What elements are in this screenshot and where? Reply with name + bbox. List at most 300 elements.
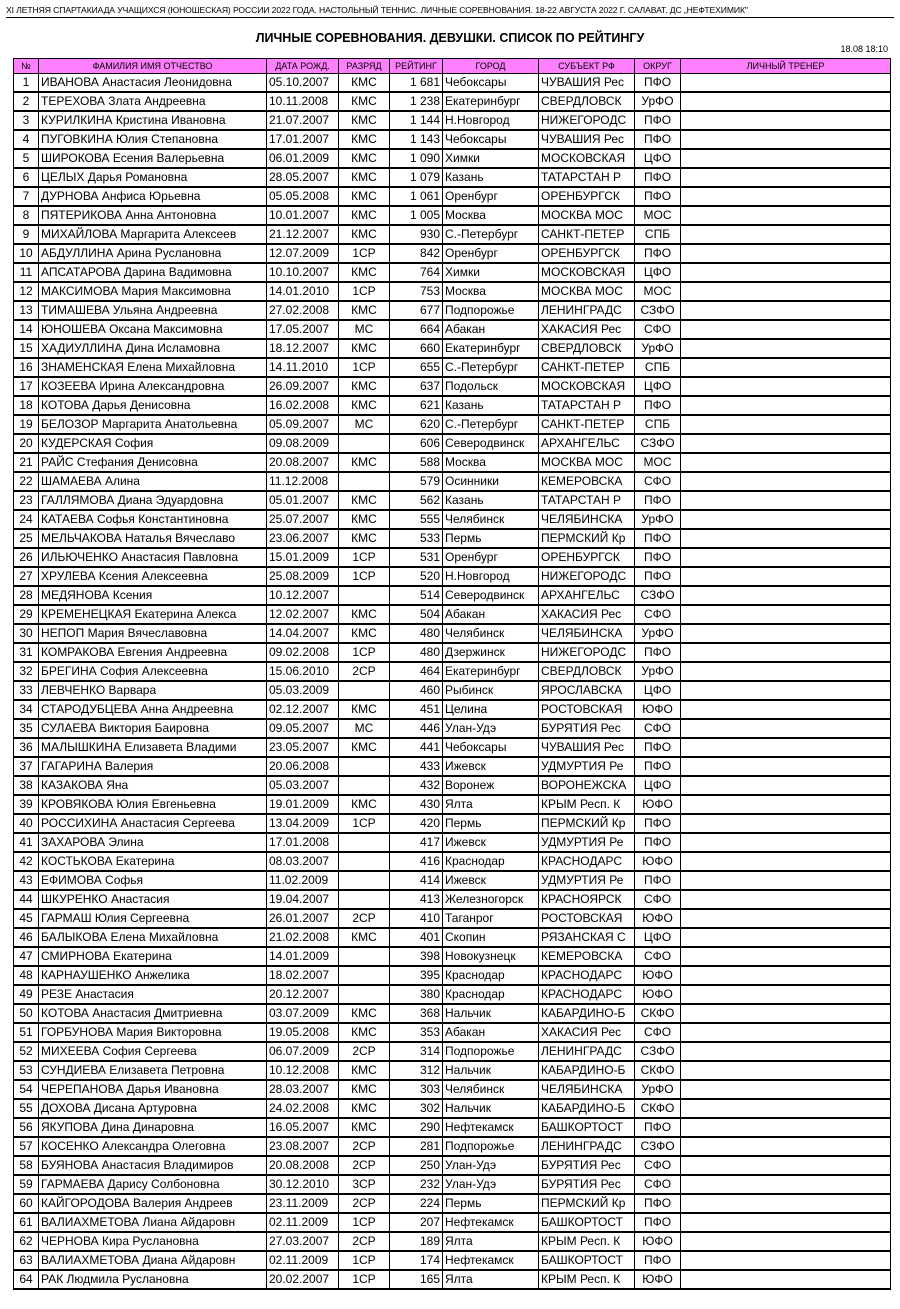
cell-district: МОС: [635, 206, 681, 225]
cell-district: СФО: [635, 605, 681, 624]
cell-city: Абакан: [443, 1023, 539, 1042]
cell-district: ЦФО: [635, 681, 681, 700]
table-row: [14, 624, 891, 643]
cell-name: ХАДИУЛЛИНА Дина Исламовна: [39, 339, 267, 358]
cell-number: 31: [14, 643, 39, 662]
cell-city: Таганрог: [443, 909, 539, 928]
cell-rating: 637: [390, 377, 443, 396]
table-row: [14, 111, 891, 130]
cell-city: Подпорожье: [443, 301, 539, 320]
cell-district: СЗФО: [635, 1137, 681, 1156]
cell-city: Краснодар: [443, 852, 539, 871]
cell-coach: [681, 1118, 891, 1137]
column-header-city: ГОРОД: [443, 59, 539, 74]
cell-city: Воронеж: [443, 776, 539, 795]
cell-city: Нальчик: [443, 1004, 539, 1023]
cell-rating: 250: [390, 1156, 443, 1175]
table-row: [14, 74, 891, 93]
cell-number: 41: [14, 833, 39, 852]
cell-rating: 464: [390, 662, 443, 681]
cell-name: МАКСИМОВА Мария Максимовна: [39, 282, 267, 301]
cell-region: ВОРОНЕЖСКА: [539, 776, 635, 795]
table-row: [14, 738, 891, 757]
cell-rating: 401: [390, 928, 443, 947]
cell-coach: [681, 168, 891, 187]
cell-district: ЮФО: [635, 795, 681, 814]
cell-coach: [681, 130, 891, 149]
cell-rating: 432: [390, 776, 443, 795]
cell-city: Краснодар: [443, 966, 539, 985]
cell-number: 40: [14, 814, 39, 833]
cell-region: РЯЗАНСКАЯ С: [539, 928, 635, 947]
cell-name: ЕФИМОВА Софья: [39, 871, 267, 890]
cell-coach: [681, 757, 891, 776]
cell-rank: 1СР: [339, 1213, 390, 1232]
cell-name: СМИРНОВА Екатерина: [39, 947, 267, 966]
cell-birthdate: 19.01.2009: [267, 795, 339, 814]
cell-city: Казань: [443, 491, 539, 510]
table-row: [14, 529, 891, 548]
cell-rank: [339, 966, 390, 985]
cell-district: СКФО: [635, 1099, 681, 1118]
cell-district: МОС: [635, 282, 681, 301]
cell-district: ПФО: [635, 1213, 681, 1232]
cell-city: Москва: [443, 206, 539, 225]
cell-city: Краснодар: [443, 985, 539, 1004]
cell-district: ПФО: [635, 871, 681, 890]
cell-district: УрФО: [635, 339, 681, 358]
table-row: [14, 396, 891, 415]
cell-birthdate: 05.10.2007: [267, 74, 339, 93]
cell-name: КАЗАКОВА Яна: [39, 776, 267, 795]
cell-region: КАБАРДИНО-Б: [539, 1061, 635, 1080]
cell-city: Оренбург: [443, 548, 539, 567]
cell-rank: 1СР: [339, 244, 390, 263]
cell-region: ЧУВАШИЯ Рес: [539, 738, 635, 757]
column-header-district: ОКРУГ: [635, 59, 681, 74]
table-row: [14, 567, 891, 586]
cell-birthdate: 05.03.2009: [267, 681, 339, 700]
cell-city: Рыбинск: [443, 681, 539, 700]
cell-coach: [681, 852, 891, 871]
cell-rank: 1СР: [339, 358, 390, 377]
cell-rank: КМС: [339, 738, 390, 757]
cell-region: ОРЕНБУРГСК: [539, 548, 635, 567]
cell-rank: КМС: [339, 339, 390, 358]
cell-rank: КМС: [339, 700, 390, 719]
cell-city: Нальчик: [443, 1061, 539, 1080]
cell-number: 13: [14, 301, 39, 320]
cell-rank: МС: [339, 415, 390, 434]
cell-rating: 314: [390, 1042, 443, 1061]
cell-birthdate: 17.01.2008: [267, 833, 339, 852]
cell-name: ИВАНОВА Анастасия Леонидовна: [39, 74, 267, 93]
cell-city: Целина: [443, 700, 539, 719]
cell-name: КАРНАУШЕНКО Анжелика: [39, 966, 267, 985]
cell-birthdate: 10.11.2008: [267, 92, 339, 111]
cell-city: Ижевск: [443, 871, 539, 890]
cell-district: ПФО: [635, 757, 681, 776]
cell-rank: 1СР: [339, 643, 390, 662]
cell-number: 15: [14, 339, 39, 358]
cell-city: Осинники: [443, 472, 539, 491]
cell-region: РОСТОВСКАЯ: [539, 700, 635, 719]
cell-number: 39: [14, 795, 39, 814]
table-row: [14, 225, 891, 244]
page-title: ЛИЧНЫЕ СОРЕВНОВАНИЯ. ДЕВУШКИ. СПИСОК ПО РЕЙТИНГУ: [255, 31, 645, 45]
table-row: [14, 700, 891, 719]
cell-rank: [339, 852, 390, 871]
cell-rating: 1 090: [390, 149, 443, 168]
table-row: [14, 358, 891, 377]
cell-rank: КМС: [339, 130, 390, 149]
cell-coach: [681, 833, 891, 852]
cell-birthdate: 19.05.2008: [267, 1023, 339, 1042]
cell-number: 35: [14, 719, 39, 738]
cell-birthdate: 11.12.2008: [267, 472, 339, 491]
cell-region: СВЕРДЛОВСК: [539, 92, 635, 111]
table-row: [14, 833, 891, 852]
cell-rank: МС: [339, 320, 390, 339]
cell-rating: 290: [390, 1118, 443, 1137]
cell-name: КОМРАКОВА Евгения Андреевна: [39, 643, 267, 662]
cell-number: 49: [14, 985, 39, 1004]
cell-birthdate: 08.03.2007: [267, 852, 339, 871]
cell-number: 22: [14, 472, 39, 491]
cell-rating: 1 681: [390, 74, 443, 93]
table-row: [14, 415, 891, 434]
cell-city: Екатеринбург: [443, 339, 539, 358]
table-row: [14, 510, 891, 529]
cell-region: ЧУВАШИЯ Рес: [539, 74, 635, 93]
table-row: [14, 453, 891, 472]
cell-district: СФО: [635, 1156, 681, 1175]
cell-district: ПФО: [635, 643, 681, 662]
cell-city: Подольск: [443, 377, 539, 396]
cell-rating: 420: [390, 814, 443, 833]
cell-name: ГАРМАШ Юлия Сергеевна: [39, 909, 267, 928]
cell-name: ШАМАЕВА Алина: [39, 472, 267, 491]
cell-coach: [681, 662, 891, 681]
cell-coach: [681, 396, 891, 415]
table-row: [14, 605, 891, 624]
cell-coach: [681, 795, 891, 814]
column-header-rank: РАЗРЯД: [339, 59, 390, 74]
cell-number: 45: [14, 909, 39, 928]
table-row: [14, 472, 891, 491]
cell-district: УрФО: [635, 92, 681, 111]
table-row: [14, 168, 891, 187]
cell-number: 56: [14, 1118, 39, 1137]
cell-birthdate: 25.07.2007: [267, 510, 339, 529]
cell-rank: КМС: [339, 795, 390, 814]
cell-region: ЧЕЛЯБИНСКА: [539, 624, 635, 643]
table-row: [14, 149, 891, 168]
cell-region: ЧЕЛЯБИНСКА: [539, 1080, 635, 1099]
cell-city: Нефтекамск: [443, 1213, 539, 1232]
cell-coach: [681, 1175, 891, 1194]
table-row: [14, 871, 891, 890]
cell-city: Чебоксары: [443, 74, 539, 93]
cell-coach: [681, 111, 891, 130]
cell-number: 14: [14, 320, 39, 339]
cell-name: АПСАТАРОВА Дарина Вадимовна: [39, 263, 267, 282]
cell-region: СВЕРДЛОВСК: [539, 662, 635, 681]
table-row: [14, 909, 891, 928]
cell-city: Н.Новгород: [443, 111, 539, 130]
table-row: [14, 377, 891, 396]
cell-name: МИХЕЕВА София Сергеева: [39, 1042, 267, 1061]
cell-rank: КМС: [339, 168, 390, 187]
cell-number: 37: [14, 757, 39, 776]
cell-name: БУЯНОВА Анастасия Владимиров: [39, 1156, 267, 1175]
cell-rating: 189: [390, 1232, 443, 1251]
table-row: [14, 1175, 891, 1194]
cell-city: Улан-Удэ: [443, 1175, 539, 1194]
table-row: [14, 1080, 891, 1099]
cell-rating: 417: [390, 833, 443, 852]
cell-rating: 480: [390, 643, 443, 662]
cell-city: Нефтекамск: [443, 1118, 539, 1137]
table-row: [14, 719, 891, 738]
cell-name: ГАГАРИНА Валерия: [39, 757, 267, 776]
cell-rating: 441: [390, 738, 443, 757]
cell-rating: 514: [390, 586, 443, 605]
cell-name: РАК Людмила Руслановна: [39, 1270, 267, 1289]
cell-coach: [681, 1251, 891, 1270]
cell-coach: [681, 92, 891, 111]
cell-name: ЮНОШЕВА Оксана Максимовна: [39, 320, 267, 339]
cell-region: САНКТ-ПЕТЕР: [539, 358, 635, 377]
table-row: [14, 1194, 891, 1213]
cell-region: БУРЯТИЯ Рес: [539, 1175, 635, 1194]
cell-region: ЧУВАШИЯ Рес: [539, 130, 635, 149]
table-row: [14, 434, 891, 453]
cell-coach: [681, 586, 891, 605]
column-header-rating: РЕЙТИНГ: [390, 59, 443, 74]
cell-name: БЕЛОЗОР Маргарита Анатольевна: [39, 415, 267, 434]
table-row: [14, 1213, 891, 1232]
cell-city: Ялта: [443, 795, 539, 814]
cell-name: СУНДИЕВА Елизавета Петровна: [39, 1061, 267, 1080]
cell-coach: [681, 415, 891, 434]
cell-number: 36: [14, 738, 39, 757]
cell-district: УрФО: [635, 510, 681, 529]
cell-rank: 2СР: [339, 1232, 390, 1251]
cell-region: ХАКАСИЯ Рес: [539, 605, 635, 624]
cell-rating: 677: [390, 301, 443, 320]
cell-district: ПФО: [635, 1118, 681, 1137]
cell-city: Пермь: [443, 814, 539, 833]
cell-name: КОСЕНКО Александра Олеговна: [39, 1137, 267, 1156]
cell-birthdate: 25.08.2009: [267, 567, 339, 586]
cell-number: 11: [14, 263, 39, 282]
cell-birthdate: 12.07.2009: [267, 244, 339, 263]
cell-district: СПБ: [635, 358, 681, 377]
cell-name: ШКУРЕНКО Анастасия: [39, 890, 267, 909]
cell-coach: [681, 643, 891, 662]
cell-rank: КМС: [339, 377, 390, 396]
table-row: [14, 1270, 891, 1289]
cell-rating: 1 005: [390, 206, 443, 225]
cell-coach: [681, 890, 891, 909]
table-row: [14, 643, 891, 662]
cell-birthdate: 14.04.2007: [267, 624, 339, 643]
cell-district: ПФО: [635, 814, 681, 833]
cell-rating: 531: [390, 548, 443, 567]
cell-city: Москва: [443, 453, 539, 472]
cell-rating: 416: [390, 852, 443, 871]
cell-number: 42: [14, 852, 39, 871]
cell-coach: [681, 301, 891, 320]
cell-coach: [681, 567, 891, 586]
cell-coach: [681, 282, 891, 301]
cell-city: Казань: [443, 168, 539, 187]
cell-rank: 1СР: [339, 1270, 390, 1289]
cell-name: КУДЕРСКАЯ София: [39, 434, 267, 453]
cell-rank: КМС: [339, 1099, 390, 1118]
cell-number: 29: [14, 605, 39, 624]
cell-name: ДОХОВА Дисана Артуровна: [39, 1099, 267, 1118]
cell-region: КЕМЕРОВСКА: [539, 472, 635, 491]
cell-number: 60: [14, 1194, 39, 1213]
table-row: [14, 263, 891, 282]
cell-birthdate: 23.05.2007: [267, 738, 339, 757]
cell-district: ПФО: [635, 567, 681, 586]
cell-city: Челябинск: [443, 510, 539, 529]
cell-number: 12: [14, 282, 39, 301]
event-header: XI ЛЕТНЯЯ СПАРТАКИАДА УЧАЩИХСЯ (ЮНОШЕСКАЯ) РОССИИ 2022 ГОДА. НАСТОЛЬНЫЙ ТЕННИС. ЛИЧНЫЕ СОРЕВНОВАНИЯ. 18-22 АВГУСТА 2022 Г. САЛАВАТ. ДС „НЕФТЕХИМИК": [6, 5, 894, 18]
cell-district: ПФО: [635, 74, 681, 93]
cell-birthdate: 16.05.2007: [267, 1118, 339, 1137]
cell-region: ПЕРМСКИЙ Кр: [539, 529, 635, 548]
table-row: [14, 890, 891, 909]
cell-rank: КМС: [339, 510, 390, 529]
cell-name: ГАРМАЕВА Дарису Солбоновна: [39, 1175, 267, 1194]
cell-number: 21: [14, 453, 39, 472]
cell-city: Ялта: [443, 1232, 539, 1251]
cell-number: 50: [14, 1004, 39, 1023]
cell-number: 10: [14, 244, 39, 263]
table-row: [14, 92, 891, 111]
cell-number: 16: [14, 358, 39, 377]
cell-rating: 555: [390, 510, 443, 529]
cell-rating: 224: [390, 1194, 443, 1213]
cell-city: Улан-Удэ: [443, 1156, 539, 1175]
cell-coach: [681, 985, 891, 1004]
cell-name: КУРИЛКИНА Кристина Ивановна: [39, 111, 267, 130]
cell-birthdate: 09.05.2007: [267, 719, 339, 738]
cell-name: НЕПОП Мария Вячеславовна: [39, 624, 267, 643]
table-row: [14, 206, 891, 225]
cell-district: УрФО: [635, 662, 681, 681]
cell-rating: 1 143: [390, 130, 443, 149]
cell-rating: 232: [390, 1175, 443, 1194]
cell-birthdate: 20.12.2007: [267, 985, 339, 1004]
cell-rank: КМС: [339, 491, 390, 510]
table-row: [14, 491, 891, 510]
cell-region: АРХАНГЕЛЬС: [539, 586, 635, 605]
cell-rank: [339, 586, 390, 605]
cell-number: 57: [14, 1137, 39, 1156]
table-row: [14, 681, 891, 700]
cell-region: ЛЕНИНГРАДС: [539, 1042, 635, 1061]
cell-rating: 413: [390, 890, 443, 909]
cell-rating: 1 061: [390, 187, 443, 206]
cell-coach: [681, 74, 891, 93]
cell-birthdate: 06.07.2009: [267, 1042, 339, 1061]
cell-city: С.-Петербург: [443, 415, 539, 434]
cell-birthdate: 20.08.2008: [267, 1156, 339, 1175]
cell-birthdate: 23.08.2007: [267, 1137, 339, 1156]
cell-rank: [339, 681, 390, 700]
cell-city: Челябинск: [443, 624, 539, 643]
cell-rating: 664: [390, 320, 443, 339]
table-row: [14, 1004, 891, 1023]
cell-name: БАЛЫКОВА Елена Михайловна: [39, 928, 267, 947]
cell-coach: [681, 339, 891, 358]
cell-birthdate: 27.03.2007: [267, 1232, 339, 1251]
cell-birthdate: 09.02.2008: [267, 643, 339, 662]
cell-rating: 842: [390, 244, 443, 263]
cell-city: Улан-Удэ: [443, 719, 539, 738]
cell-birthdate: 12.02.2007: [267, 605, 339, 624]
cell-rank: КМС: [339, 1118, 390, 1137]
cell-region: ХАКАСИЯ Рес: [539, 1023, 635, 1042]
cell-region: НИЖЕГОРОДС: [539, 643, 635, 662]
cell-coach: [681, 244, 891, 263]
cell-number: 4: [14, 130, 39, 149]
cell-district: ПФО: [635, 1251, 681, 1270]
cell-number: 38: [14, 776, 39, 795]
cell-district: ПФО: [635, 491, 681, 510]
cell-number: 8: [14, 206, 39, 225]
cell-birthdate: 17.05.2007: [267, 320, 339, 339]
cell-rank: 1СР: [339, 548, 390, 567]
cell-birthdate: 28.05.2007: [267, 168, 339, 187]
cell-region: САНКТ-ПЕТЕР: [539, 415, 635, 434]
table-row: [14, 966, 891, 985]
cell-rating: 398: [390, 947, 443, 966]
cell-rating: 1 079: [390, 168, 443, 187]
cell-birthdate: 30.12.2010: [267, 1175, 339, 1194]
cell-name: ПУГОВКИНА Юлия Степановна: [39, 130, 267, 149]
table-row: [14, 1156, 891, 1175]
cell-district: ПФО: [635, 168, 681, 187]
cell-rating: 621: [390, 396, 443, 415]
cell-number: 62: [14, 1232, 39, 1251]
cell-name: ИЛЬЮЧЕНКО Анастасия Павловна: [39, 548, 267, 567]
cell-birthdate: 14.11.2010: [267, 358, 339, 377]
cell-number: 53: [14, 1061, 39, 1080]
cell-number: 23: [14, 491, 39, 510]
cell-name: КРЕМЕНЕЦКАЯ Екатерина Алекса: [39, 605, 267, 624]
cell-rating: 312: [390, 1061, 443, 1080]
cell-rank: КМС: [339, 624, 390, 643]
cell-region: КАБАРДИНО-Б: [539, 1099, 635, 1118]
cell-number: 34: [14, 700, 39, 719]
cell-name: ГОРБУНОВА Мария Викторовна: [39, 1023, 267, 1042]
cell-name: ВАЛИАХМЕТОВА Лиана Айдаровн: [39, 1213, 267, 1232]
cell-number: 33: [14, 681, 39, 700]
cell-rating: 620: [390, 415, 443, 434]
cell-name: МЕДЯНОВА Ксения: [39, 586, 267, 605]
cell-rating: 433: [390, 757, 443, 776]
cell-coach: [681, 1137, 891, 1156]
cell-birthdate: 23.11.2009: [267, 1194, 339, 1213]
cell-number: 25: [14, 529, 39, 548]
cell-name: МАЛЫШКИНА Елизавета Владими: [39, 738, 267, 757]
